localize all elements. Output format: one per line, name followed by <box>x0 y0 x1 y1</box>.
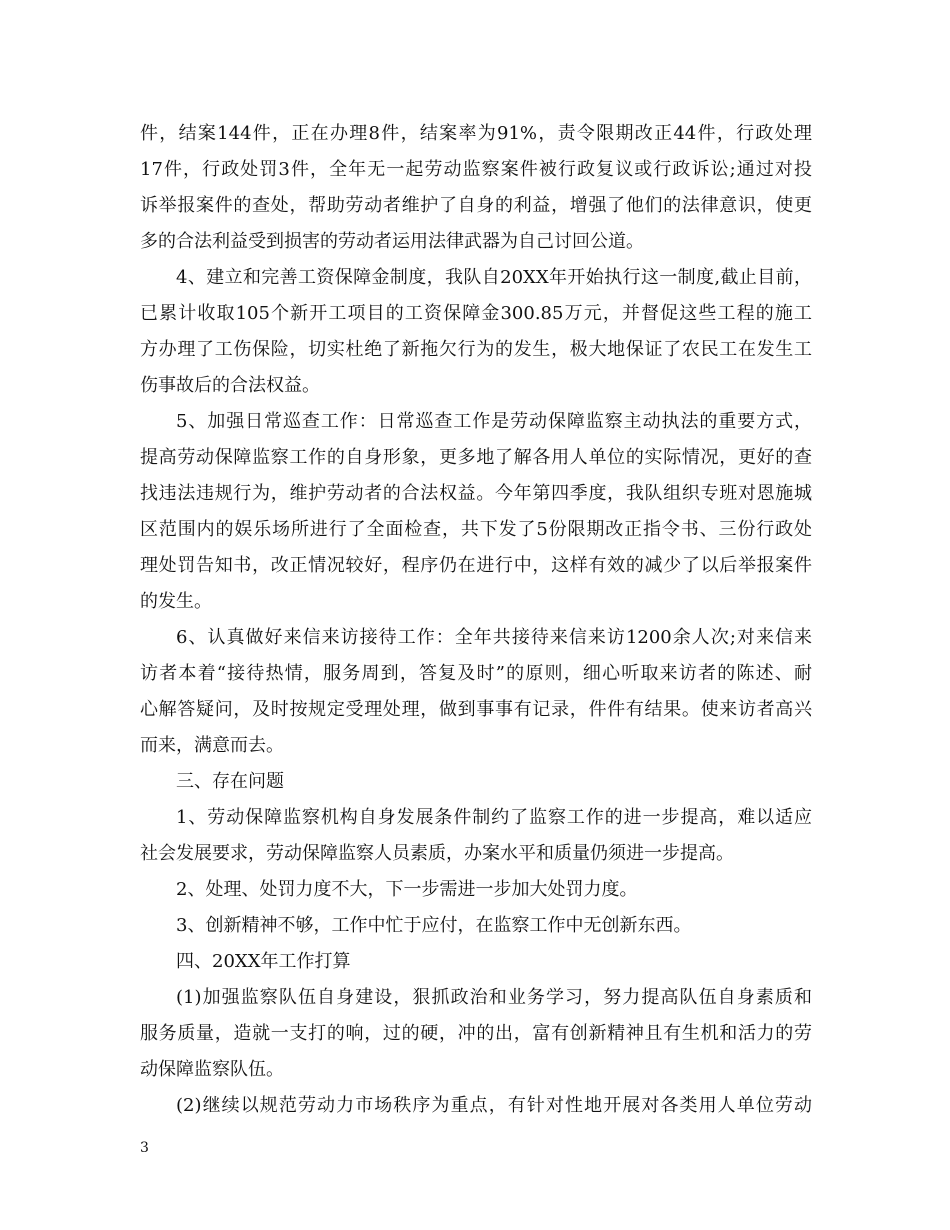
text-line: 伤事故后的合法权益。 <box>140 375 320 396</box>
text-line: 方办理了工伤保险，切实杜绝了新拖欠行为的发生，极大地保证了农民工在发生工 <box>140 339 812 360</box>
text-line: (1)加强监察队伍自身建设，狠抓政治和业务学习，努力提高队伍自身素质和 <box>176 987 812 1008</box>
text-line: 已累计收取105个新开工项目的工资保障金300.85万元，并督促这些工程的施工 <box>140 303 812 324</box>
text-line: 件，结案144件，正在办理8件，结案率为91%，责令限期改正44件，行政处理 <box>140 123 812 144</box>
text-line: 找违法违规行为，维护劳动者的合法权益。今年第四季度，我队组织专班对恩施城 <box>140 483 812 504</box>
text-line: 2、处理、处罚力度不大，下一步需进一步加大处罚力度。 <box>176 879 638 900</box>
text-line: 6、认真做好来信来访接待工作：全年共接待来信来访1200余人次;对来信来 <box>176 627 812 648</box>
document-body <box>140 116 812 1124</box>
text-line: 理处罚告知书，改正情况较好，程序仍在进行中，这样有效的减少了以后举报案件 <box>140 555 812 576</box>
text-line: 的发生。 <box>140 591 212 612</box>
text-line: 社会发展要求，劳动保障监察人员素质，办案水平和质量仍须进一步提高。 <box>140 843 734 864</box>
text-line: (2)继续以规范劳动力市场秩序为重点，有针对性地开展对各类用人单位劳动 <box>176 1095 812 1116</box>
text-line: 区范围内的娱乐场所进行了全面检查，共下发了5份限期改正指令书、三份行政处 <box>140 519 812 540</box>
text-line: 17件，行政处罚3件，全年无一起劳动监察案件被行政复议或行政诉讼;通过对投 <box>140 159 812 180</box>
text-line: 5、加强日常巡查工作：日常巡查工作是劳动保障监察主动执法的重要方式， <box>176 411 812 432</box>
text-line: 三、存在问题 <box>176 771 284 792</box>
text-line: 1、劳动保障监察机构自身发展条件制约了监察工作的进一步提高，难以适应 <box>176 807 812 828</box>
page-number: 3 <box>140 1140 149 1156</box>
text-line: 而来，满意而去。 <box>140 735 284 756</box>
text-line: 3、创新精神不够，工作中忙于应付，在监察工作中无创新东西。 <box>176 915 692 936</box>
text-line: 动保障监察队伍。 <box>140 1059 284 1080</box>
text-line: 服务质量，造就一支打的响，过的硬，冲的出，富有创新精神且有生机和活力的劳 <box>140 1023 812 1044</box>
text-line: 诉举报案件的查处，帮助劳动者维护了自身的利益，增强了他们的法律意识，使更 <box>140 195 812 216</box>
text-line: 四、20XX年工作打算 <box>176 951 351 972</box>
text-line: 4、建立和完善工资保障金制度，我队自20XX年开始执行这一制度,截止目前， <box>176 267 812 288</box>
text-line: 心解答疑问，及时按规定受理处理，做到事事有记录，件件有结果。使来访者高兴 <box>140 699 812 720</box>
text-line: 提高劳动保障监察工作的自身形象，更多地了解各用人单位的实际情况，更好的查 <box>140 447 812 468</box>
text-line: 访者本着“接待热情，服务周到，答复及时”的原则，细心听取来访者的陈述、耐 <box>140 663 812 684</box>
text-line: 多的合法利益受到损害的劳动者运用法律武器为自己讨回公道。 <box>140 231 644 252</box>
